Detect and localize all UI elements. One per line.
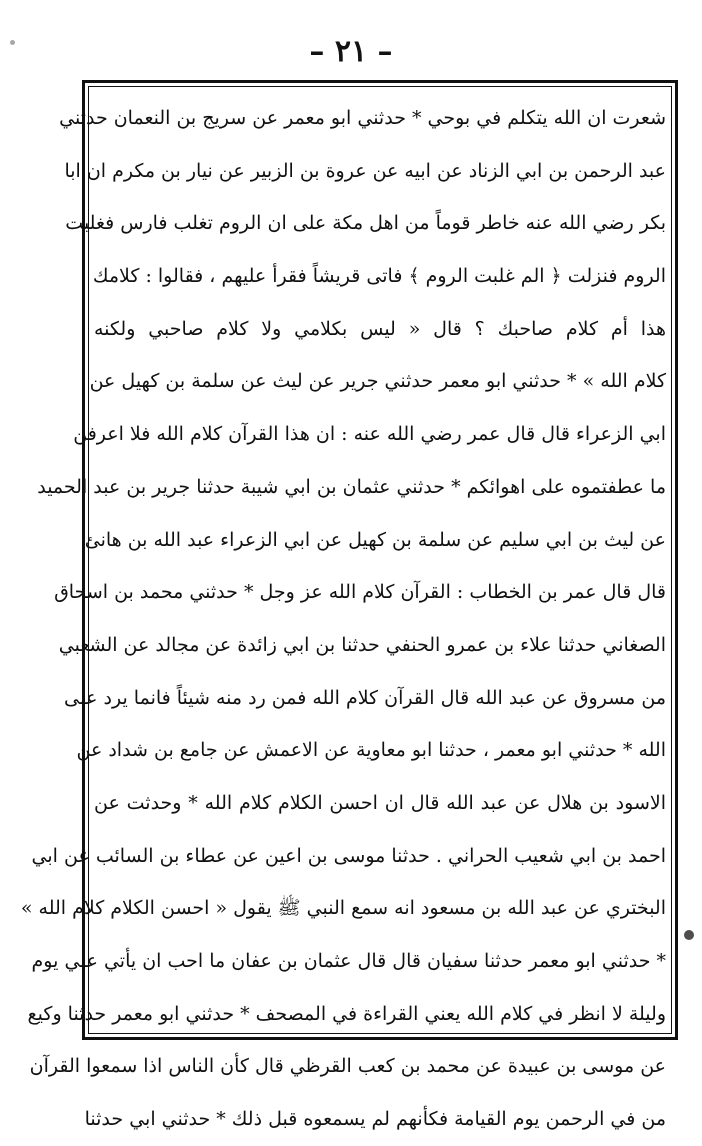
text-line: الله * حدثني ابو معمر ، حدثنا ابو معاوية عن الاعمش عن جامع بن شداد عن bbox=[76, 739, 666, 762]
text-line: ما عطفتموه على اهوائكم * حدثني عثمان بن ابي شيبة حدثنا جرير بن عبد الحميد bbox=[37, 475, 666, 498]
text-line: قال قال عمر بن الخطاب : القرآن كلام الله عز وجل * حدثني محمد بن اسحاق bbox=[54, 581, 666, 604]
text-line: عن ليث بن ابي سليم عن سلمة بن كهيل عن ابي الزعراء عبد الله بن هانئ bbox=[84, 528, 666, 551]
text-line: كلام الله » * حدثني ابو معمر حدثني جرير عن ليث عن سلمة بن كهيل عن bbox=[89, 370, 666, 393]
text-line: احمد بن ابي شعيب الحراني . حدثنا موسى بن اعين عن عطاء بن السائب عن ابي bbox=[31, 844, 666, 867]
text-line: الروم فنزلت ﴿ الم غلبت الروم ﴾ فاتى قريشاً فقرأ عليهم ، فقالوا : كلامك bbox=[92, 265, 666, 288]
text-line: عبد الرحمن بن ابي الزناد عن ابيه عن عروة بن الزبير عن نيار بن مكرم ان ابا bbox=[64, 159, 666, 182]
text-line: من مسروق عن عبد الله قال القرآن كلام الله فمن رد منه شيئاً فانما يرد على bbox=[64, 686, 666, 709]
text-line: شعرت ان الله يتكلم في بوحي * حدثني ابو معمر عن سريج بن النعمان حدثني bbox=[59, 107, 666, 129]
text-line: وليلة لا انظر في كلام الله يعني القراءة في المصحف * حدثني ابو معمر حدثنا وكيع bbox=[27, 1002, 666, 1025]
text-line: الصغاني حدثنا علاء بن عمرو الحنفي حدثنا بن ابي زائدة عن مجالد عن الشعبي bbox=[58, 633, 666, 656]
text-line: من في الرحمن يوم القيامة فكأنهم لم يسمعوه قبل ذلك * حدثني ابي حدثنا bbox=[84, 1108, 666, 1131]
text-block bbox=[20, 92, 666, 1146]
text-line: عن موسى بن عبيدة عن محمد بن كعب القرظي قال كأن الناس اذا سمعوا القرآن bbox=[29, 1055, 666, 1078]
scan-speck bbox=[684, 930, 694, 940]
text-line: * حدثني ابو معمر حدثنا سفيان قال قال عثمان بن عفان ما احب ان يأتي علي يوم bbox=[31, 950, 666, 972]
text-line: الاسود بن هلال عن عبد الله قال ان احسن الكلام كلام الله * وحدثت عن bbox=[94, 791, 666, 814]
text-line: البختري عن عبد الله بن مسعود انه سمع النبي ﷺ يقول « احسن الكلام كلام الله » bbox=[20, 897, 666, 920]
scan-speck bbox=[10, 40, 15, 45]
text-line: بكر رضي الله عنه خاطر قوماً من اهل مكة على ان الروم تغلب فارس فغلبت bbox=[65, 212, 666, 235]
page-number: – ٢١ – bbox=[309, 34, 393, 69]
text-line: هذا أم كلام صاحبك ؟ قال « ليس بكلامي ولا كلام صاحبي ولكنه bbox=[94, 317, 666, 340]
text-line: ابي الزعراء قال قال عمر رضي الله عنه : ان هذا القرآن كلام الله فلا اعرفن bbox=[73, 423, 666, 446]
